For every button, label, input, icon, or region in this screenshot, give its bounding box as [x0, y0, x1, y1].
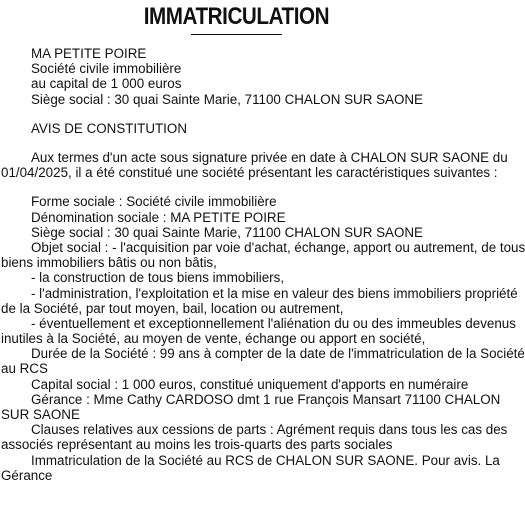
detail-objet-line: Objet social : - l'acquisition par voie d'achat, échange, apport ou autrement, de tous	[31, 240, 525, 255]
detail-cessions-line: Clauses relatives aux cessions de parts : Agrément requis dans tous les cas des	[31, 422, 508, 437]
detail-objet-line: biens immobiliers bâtis ou non bâtis,	[1, 255, 217, 270]
company-name: MA PETITE POIRE	[31, 46, 147, 61]
company-seat: Siège social : 30 quai Sainte Marie, 71100 CHALON SUR SAONE	[31, 92, 423, 107]
detail-gerance-line: SUR SAONE	[1, 407, 80, 422]
company-type: Société civile immobilière	[31, 61, 182, 76]
intro-line: Aux termes d'un acte sous signature privée en date à CHALON SUR SAONE du	[31, 150, 508, 165]
detail-duree-line: Durée de la Société : 99 ans à compter de la date de l'immatriculation de la Société	[31, 346, 525, 361]
section-title: AVIS DE CONSTITUTION	[31, 121, 187, 136]
detail-denomination: Dénomination sociale : MA PETITE POIRE	[31, 210, 286, 225]
detail-immatriculation-line: Gérance	[1, 468, 53, 483]
detail-cessions-line: associés représentant au moins les trois-quarts des parts sociales	[1, 437, 393, 452]
detail-forme: Forme sociale : Société civile immobilière	[31, 194, 277, 209]
title-underline	[191, 34, 282, 35]
detail-duree-line: au RCS	[1, 361, 48, 376]
detail-gerance-line: Gérance : Mme Cathy CARDOSO dmt 1 rue François Mansart 71100 CHALON	[31, 392, 501, 407]
detail-objet-line: de la Société, par tout moyen, bail, location ou autrement,	[1, 301, 344, 316]
detail-objet-line: - la construction de tous biens immobiliers,	[31, 270, 285, 285]
detail-objet-line: inutiles à la Société, au moyen de vente, échange ou apport en société,	[1, 331, 426, 346]
company-capital: au capital de 1 000 euros	[31, 76, 182, 91]
intro-line: 01/04/2025, il a été constitué une société présentant les caractéristiques suivantes :	[1, 165, 498, 180]
detail-objet-line: - l'administration, l'exploitation et la mise en valeur des biens immobiliers propriété	[31, 286, 518, 301]
detail-capital: Capital social : 1 000 euros, constitué uniquement d'apports en numéraire	[31, 377, 469, 392]
detail-objet-line: - éventuellement et exceptionnellement l'aliénation du ou des immeubles devenus	[31, 316, 516, 331]
detail-siege: Siège social : 30 quai Sainte Marie, 71100 CHALON SUR SAONE	[31, 225, 423, 240]
notice-title: IMMATRICULATION	[143, 3, 330, 30]
detail-immatriculation-line: Immatriculation de la Société au RCS de CHALON SUR SAONE. Pour avis. La	[31, 453, 500, 468]
